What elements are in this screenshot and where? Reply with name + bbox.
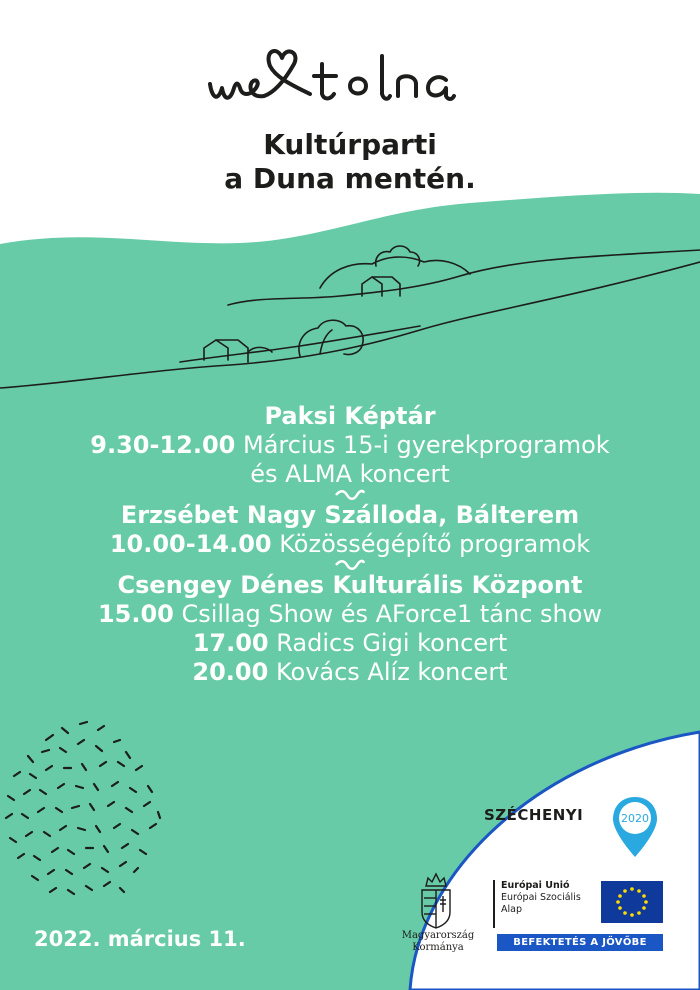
event-line — [0, 600, 700, 629]
venue-heading: Erzsébet Nagy Szálloda, Bálterem — [120, 501, 580, 529]
szechenyi-year: 2020 — [621, 812, 649, 825]
eu-line-2: Európai Szociális — [501, 892, 581, 903]
event-time: 20.00 — [192, 658, 269, 686]
venue-heading: Paksi Képtár — [264, 402, 436, 430]
eu-flag-icon — [601, 881, 663, 923]
event-time: 15.00 — [97, 600, 174, 628]
eu-line-3: Alap — [501, 904, 522, 915]
event-date: 2022. március 11. — [34, 927, 246, 951]
venue-heading: Csengey Dénes Kulturális Központ — [117, 571, 583, 599]
szechenyi-label: SZÉCHENYI — [484, 806, 584, 824]
event-description: Közösségépítő programok — [279, 530, 591, 558]
title-line-2: a Duna mentén. — [224, 162, 476, 195]
eu-fund-text — [493, 880, 603, 928]
event-description: Kovács Alíz koncert — [275, 658, 508, 686]
event-description-continued: és ALMA koncert — [250, 460, 450, 488]
event-description: Március 15-i gyerekprogramok — [243, 431, 610, 459]
event-line — [0, 658, 700, 687]
event-description: Csillag Show és AForce1 tánc show — [181, 600, 603, 628]
government-label-line-2: Kormánya — [412, 942, 464, 953]
title-line-1: Kultúrparti — [263, 128, 437, 161]
invest-future-banner: BEFEKTETÉS A JÖVŐBE — [497, 934, 663, 951]
event-line — [0, 629, 700, 658]
eu-line-1: Európai Unió — [501, 880, 570, 891]
event-time: 17.00 — [192, 629, 269, 657]
event-schedule — [0, 402, 700, 687]
event-line — [0, 431, 700, 460]
wave-divider — [335, 559, 365, 571]
wave-divider — [335, 489, 365, 501]
event-time: 9.30-12.00 — [90, 431, 236, 459]
government-label-line-1: Magyarország — [401, 930, 475, 941]
event-line — [0, 530, 700, 559]
we-tolna-logo — [190, 38, 510, 118]
event-description: Radics Gigi koncert — [276, 629, 508, 657]
szechenyi-pin-icon — [611, 795, 659, 859]
event-time: 10.00-14.00 — [109, 530, 272, 558]
